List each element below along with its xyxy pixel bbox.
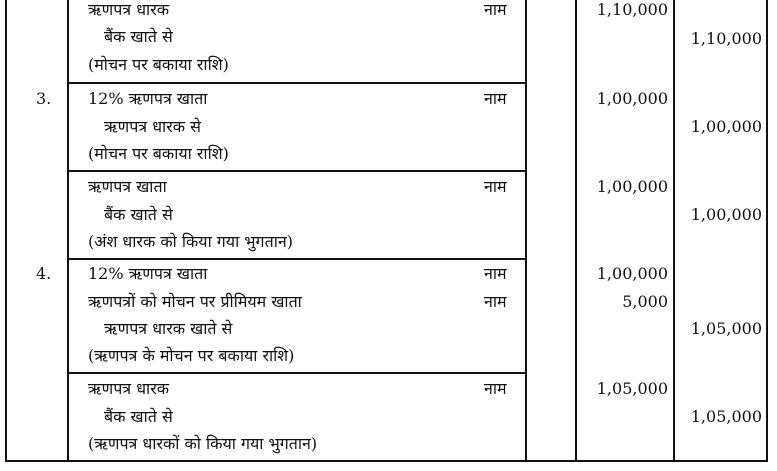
right-border bbox=[766, 0, 768, 462]
particulars-line: ऋणपत्र धारक bbox=[88, 0, 170, 19]
entry-separator bbox=[67, 170, 527, 172]
dr-marker: नाम bbox=[484, 177, 507, 196]
left-border bbox=[5, 0, 7, 462]
entry-number: 3. bbox=[36, 89, 52, 108]
particulars-line: ऋणपत्र खाता bbox=[88, 177, 167, 196]
dr-marker: नाम bbox=[484, 0, 507, 19]
credit-amount: 1,00,000 bbox=[690, 117, 762, 136]
dr-marker: नाम bbox=[484, 292, 507, 311]
particulars-line: बैंक खाते से bbox=[104, 407, 173, 426]
particulars-line: बैंक खाते से bbox=[104, 27, 173, 46]
particulars-line: ऋणपत्र धारक से bbox=[104, 117, 201, 136]
entry-number: 4. bbox=[36, 264, 52, 283]
credit-amount: 1,05,000 bbox=[690, 319, 762, 338]
entry-separator bbox=[67, 258, 527, 260]
particulars-line: ऋणपत्र धारक खाते से bbox=[104, 319, 233, 338]
debit-amount: 1,00,000 bbox=[596, 89, 668, 108]
particulars-left-rule bbox=[67, 0, 69, 462]
credit-amount: 1,10,000 bbox=[690, 29, 762, 48]
particulars-line: ऋणपत्र धारक bbox=[88, 379, 170, 398]
debit-column-rule bbox=[575, 0, 577, 462]
debit-amount: 1,10,000 bbox=[596, 0, 668, 19]
debit-amount: 5,000 bbox=[622, 292, 668, 311]
credit-column-rule bbox=[673, 0, 675, 462]
debit-amount: 1,05,000 bbox=[596, 379, 668, 398]
narration: (मोचन पर बकाया राशि) bbox=[88, 55, 229, 74]
narration: (मोचन पर बकाया राशि) bbox=[88, 144, 229, 163]
dr-marker: नाम bbox=[484, 379, 507, 398]
dr-marker: नाम bbox=[484, 89, 507, 108]
entry-separator bbox=[67, 82, 527, 84]
particulars-line: 12% ऋणपत्र खाता bbox=[88, 89, 208, 108]
particulars-line: ऋणपत्रों को मोचन पर प्रीमियम खाता bbox=[88, 292, 302, 311]
entry-separator bbox=[67, 372, 527, 374]
dr-marker: नाम bbox=[484, 264, 507, 283]
particulars-line: 12% ऋणपत्र खाता bbox=[88, 264, 208, 283]
credit-amount: 1,00,000 bbox=[690, 205, 762, 224]
narration: (ऋणपत्र के मोचन पर बकाया राशि) bbox=[88, 346, 295, 365]
lf-column-rule bbox=[525, 0, 527, 462]
debit-amount: 1,00,000 bbox=[596, 264, 668, 283]
debit-amount: 1,00,000 bbox=[596, 177, 668, 196]
credit-amount: 1,05,000 bbox=[690, 407, 762, 426]
narration: (ऋणपत्र धारकों को किया गया भुगतान) bbox=[88, 434, 318, 453]
particulars-line: बैंक खाते से bbox=[104, 205, 173, 224]
bottom-border bbox=[5, 460, 768, 462]
narration: (अंश धारक को किया गया भुगतान) bbox=[88, 232, 293, 251]
